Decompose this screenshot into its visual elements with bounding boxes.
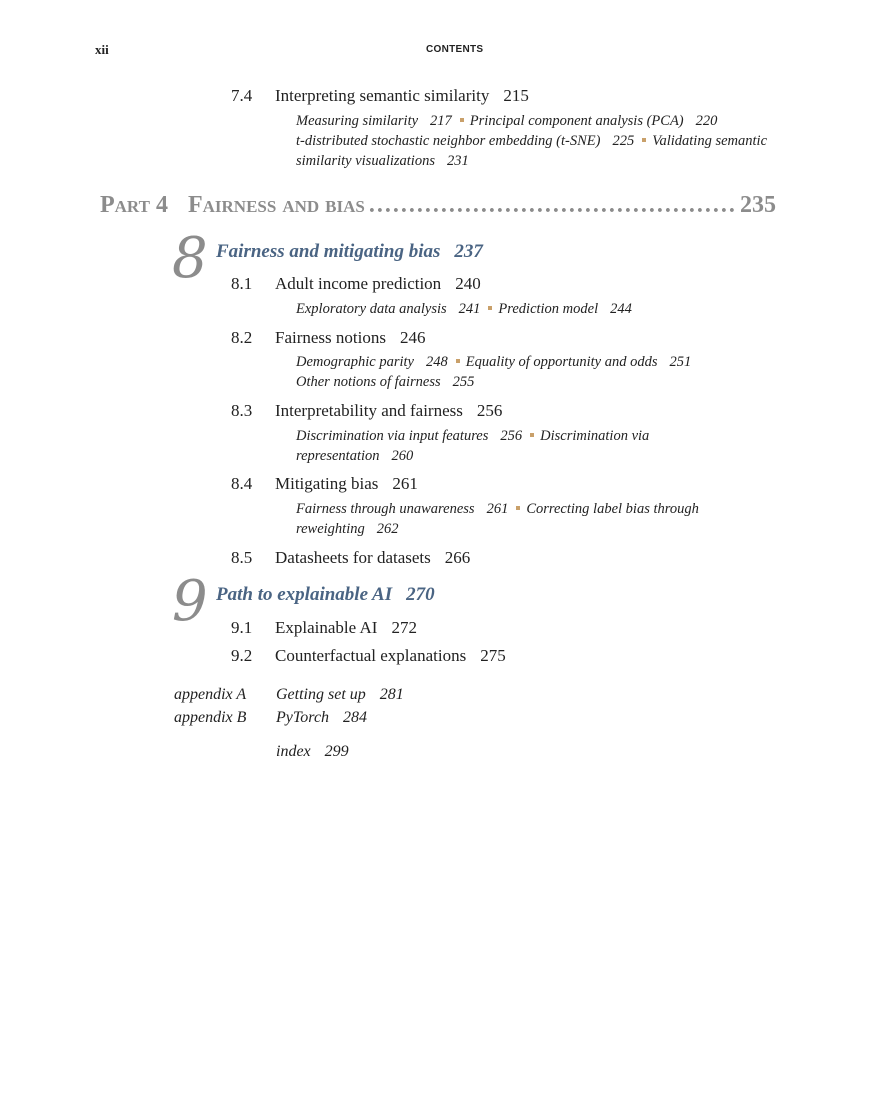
part-heading[interactable] [100,192,776,219]
section-number: 8.1 [231,274,253,293]
section-entry[interactable] [275,274,481,294]
section-entry[interactable] [275,474,418,494]
subsection-title[interactable]: Measuring similarity [296,113,419,129]
subsection-page: 231 [446,153,469,169]
appendix-page: 281 [379,686,404,703]
section-entry[interactable] [275,86,529,106]
section-page: 246 [399,328,426,347]
subsection-title[interactable]: Exploratory data analysis [296,301,447,317]
appendix-label: appendix A [174,686,247,703]
section-title: Counterfactual explanations [275,646,467,665]
section-page: 256 [476,401,503,420]
section-number: 9.1 [231,618,253,637]
section-number: 8.4 [231,474,253,493]
section-number: 8.2 [231,328,253,347]
section-number: 7.4 [231,86,253,105]
appendix-title: Getting set up [276,686,366,703]
subsection-list [296,499,746,539]
section-title: Explainable AI [275,618,378,637]
section-page: 215 [503,86,529,105]
subsection-title[interactable]: Equality of opportunity and odds [465,354,658,370]
section-page: 272 [391,618,417,637]
bullet-icon [460,118,464,122]
section-number: 8.5 [231,548,253,567]
subsection-page: 262 [376,521,399,537]
bullet-icon [530,433,534,437]
subsection-page: 241 [458,301,481,317]
subsection-page: 248 [426,354,448,370]
bullet-icon [488,306,492,310]
section-title: Fairness notions [275,328,386,347]
section-page: 240 [455,274,481,293]
index-title: index [276,743,311,760]
chapter-page: 270 [406,584,435,605]
section-page: 261 [392,474,418,493]
index-page: 299 [324,743,349,760]
index-entry[interactable] [276,743,349,761]
dot-leader [369,192,736,219]
section-title: Interpretability and fairness [275,401,463,420]
bullet-icon [642,138,646,142]
section-title: Datasheets for datasets [275,548,431,567]
appendix-entry[interactable] [276,709,367,727]
part-title: Fairness and bias [187,192,365,218]
section-entry[interactable] [275,618,417,638]
part-label: Part 4 [100,192,168,218]
chapter-heading[interactable] [216,584,435,606]
part-page: 235 [740,192,776,218]
page-folio: xii [95,42,109,57]
chapter-number: 8 [172,226,208,291]
subsection-page: 217 [430,113,452,129]
section-title: Adult income prediction [275,274,442,293]
subsection-list [296,352,781,392]
bullet-icon [516,506,520,510]
section-title: Mitigating bias [275,474,379,493]
appendix-entry[interactable] [276,686,404,704]
appendix-label: appendix B [174,709,247,726]
subsection-title[interactable]: Discrimination via representation [296,428,650,464]
subsection-title[interactable]: t-distributed stochastic neighbor embedding (t-SNE) [296,133,601,149]
subsection-page: 244 [610,301,632,317]
subsection-page: 255 [452,374,475,390]
subsection-page: 225 [612,133,635,149]
section-entry[interactable] [275,401,502,421]
subsection-title[interactable]: Principal component analysis (PCA) [469,113,684,129]
chapter-page: 237 [454,241,483,262]
chapter-heading[interactable] [216,241,483,263]
chapter-number: 9 [172,569,208,634]
subsection-title[interactable]: Demographic parity [296,354,414,370]
subsection-title[interactable]: Validating semantic similarity visualizations [296,133,768,169]
subsection-page: 261 [486,501,509,517]
appendix-page: 284 [343,709,368,726]
section-entry[interactable] [275,646,506,666]
running-header: CONTENTS [426,44,484,55]
subsection-list [296,426,726,466]
bullet-icon [456,359,460,363]
subsection-title[interactable]: Correcting label bias through reweighting [296,501,699,537]
subsection-title[interactable]: Fairness through unawareness [296,501,475,517]
section-entry[interactable] [275,548,470,568]
section-title: Interpreting semantic similarity [275,86,490,105]
subsection-page: 251 [669,354,692,370]
subsection-page: 256 [500,428,523,444]
subsection-list [296,111,781,171]
appendix-title: PyTorch [276,709,330,726]
section-page: 266 [444,548,471,567]
section-number: 9.2 [231,646,253,665]
section-entry[interactable] [275,328,425,348]
subsection-title[interactable]: Prediction model [498,301,599,317]
subsection-page: 220 [695,113,718,129]
subsection-page: 260 [391,448,414,464]
subsection-title[interactable]: Other notions of fairness [296,374,441,390]
chapter-title: Path to explainable AI [216,584,393,605]
section-page: 275 [480,646,506,665]
subsection-list [296,299,781,319]
chapter-title: Fairness and mitigating bias [216,241,441,262]
subsection-title[interactable]: Discrimination via input features [296,428,489,444]
section-number: 8.3 [231,401,253,420]
